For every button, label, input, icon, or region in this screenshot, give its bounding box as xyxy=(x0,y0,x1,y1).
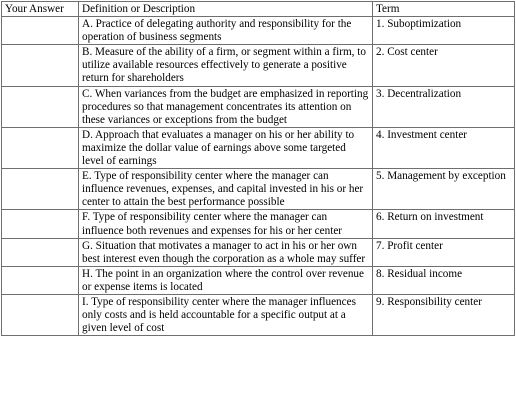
header-term-text: Term xyxy=(376,3,400,15)
answer-cell[interactable] xyxy=(2,210,79,238)
definition-cell xyxy=(79,127,373,168)
table-row xyxy=(2,17,515,45)
definition-text: H. The point in an organization where the control over revenue or expense items is located xyxy=(82,267,364,293)
definition-cell xyxy=(79,17,373,45)
header-your-answer-text: Your Answer xyxy=(5,3,64,15)
term-text: 3. Decentralization xyxy=(376,87,462,100)
table-row xyxy=(2,45,515,86)
definition-text: B. Measure of the ability of a firm, or segment within a firm, to utilize available resources effectively to generate a positive return for shareholders xyxy=(82,46,366,85)
definition-text: D. Approach that evaluates a manager on his or her ability to maximize the dollar value of earnings above some targeted level of earnings xyxy=(82,128,355,168)
term-cell xyxy=(373,210,515,238)
term-cell xyxy=(373,294,515,335)
table-row xyxy=(2,127,515,168)
term-cell xyxy=(373,266,515,294)
term-cell xyxy=(373,86,515,127)
definition-text: E. Type of responsibility center where the manager can influence revenues, expenses, and capital invested in his or her center to attain the best performance possible xyxy=(82,170,364,209)
answer-cell[interactable] xyxy=(2,238,79,266)
definition-cell xyxy=(79,86,373,127)
definition-text: A. Practice of delegating authority and responsibility for the operation of business segments xyxy=(82,18,352,44)
table-row xyxy=(2,266,515,294)
header-definition-text: Definition or Description xyxy=(82,3,196,15)
header-definition xyxy=(79,2,373,17)
term-cell xyxy=(373,17,515,45)
table-row xyxy=(2,169,515,210)
answer-cell[interactable] xyxy=(2,169,79,210)
answer-cell[interactable] xyxy=(2,86,79,127)
table-row xyxy=(2,210,515,238)
definition-cell xyxy=(79,238,373,266)
term-text: 8. Residual income xyxy=(376,267,463,280)
answer-cell[interactable] xyxy=(2,17,79,45)
matching-table xyxy=(1,1,515,336)
answer-cell[interactable] xyxy=(2,45,79,86)
table-row xyxy=(2,294,515,335)
term-text: 4. Investment center xyxy=(376,128,468,141)
answer-cell[interactable] xyxy=(2,266,79,294)
term-text: 1. Suboptimization xyxy=(376,18,462,31)
term-text: 9. Responsibility center xyxy=(376,295,482,308)
definition-cell xyxy=(79,169,373,210)
term-text: 6. Return on investment xyxy=(376,211,484,224)
term-cell xyxy=(373,169,515,210)
header-row xyxy=(2,2,515,17)
term-text: 2. Cost center xyxy=(376,46,438,59)
definition-text: I. Type of responsibility center where the manager influences only costs and is held accountable for a specific output at a given level of cost xyxy=(82,295,356,335)
answer-cell[interactable] xyxy=(2,294,79,335)
definition-cell xyxy=(79,45,373,86)
term-text: 7. Profit center xyxy=(376,239,443,252)
term-cell xyxy=(373,127,515,168)
definition-text: G. Situation that motivates a manager to act in his or her own best interest even though the corporation as a whole may suffer xyxy=(82,239,366,265)
definition-text: C. When variances from the budget are emphasized in reporting procedures so that management concentrates its attention on these variances or exceptions from the budget xyxy=(82,87,369,126)
definition-cell xyxy=(79,294,373,335)
table-row xyxy=(2,238,515,266)
header-your-answer xyxy=(2,2,79,17)
definition-cell xyxy=(79,210,373,238)
answer-cell[interactable] xyxy=(2,127,79,168)
term-cell xyxy=(373,45,515,86)
header-term xyxy=(373,2,515,17)
table-row xyxy=(2,86,515,127)
definition-cell xyxy=(79,266,373,294)
term-text: 5. Management by exception xyxy=(376,170,506,183)
term-cell xyxy=(373,238,515,266)
definition-text: F. Type of responsibility center where the manager can influence both revenues and expenses for his or her center xyxy=(82,211,343,237)
